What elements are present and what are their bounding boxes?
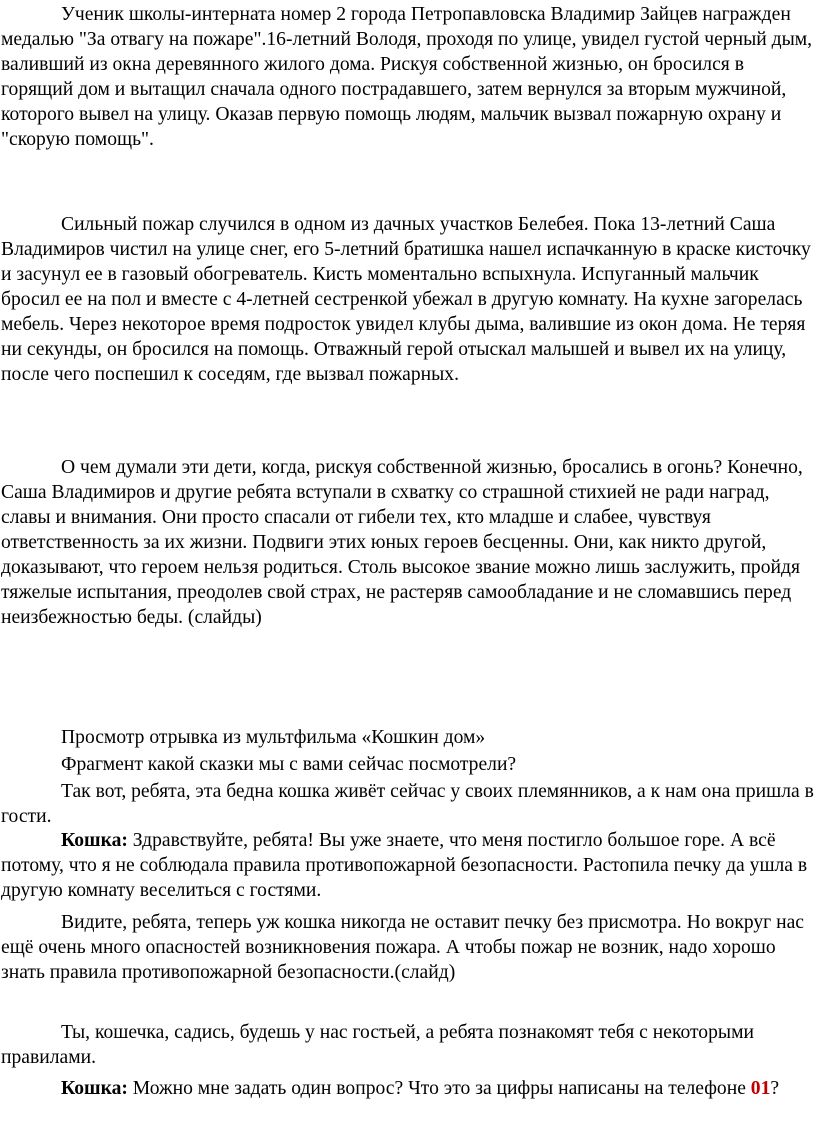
cat-speech-text: Здравствуйте, ребята! Вы уже знаете, что меня постигло большое горе. А всё потому, что я не соблюдала правила противопожарной безопасности. Растопила печку да ушла в другую комнату веселиться с гостями. [1, 830, 808, 901]
question-mark: ? [770, 1078, 780, 1099]
speaker-label: Кошка: [61, 830, 128, 851]
paragraph-cat-question [1, 1076, 815, 1101]
paragraph-reflection: О чем думали эти дети, когда, рискуя собственной жизнью, бросались в огонь? Конечно, Саша Владимиров и другие ребята вступали в схватку со страшной стихией не ради наград, славы и внимания. Они просто спасали от гибели тех, кто младше и слабее, чувствуя ответственность за их жизни. Подвиги этих юных героев бесценны. Они, как никто другой, доказывают, что героем нельзя родиться. Столь высокое звание можно лишь заслужить, пройдя тяжелые испытания, преодолев свой страх, не растеряв самообладание и не сломавшись перед неизбежностью беды. (слайды) [1, 457, 803, 628]
paragraph-vladimirov-story: Сильный пожар случился в одном из дачных участков Белебея. Пока 13-летний Саша Владимиров чистил на улице снег, его 5-летний братишка нашел испачканную в краске кисточку и засунул ее в газовый обогреватель. Кисть моментально вспыхнула. Испуганный мальчик бросил ее на пол и вместе с 4-летней сестренкой убежал в другую комнату. На кухне загорелась мебель. Через некоторое время подросток увидел клубы дыма, валившие из окон дома. Не теряя ни секунды, он бросился на помощь. Отважный герой отыскал малышей и вывел их на улицу, после чего поспешил к соседям, где вызвал пожарных. [1, 214, 811, 385]
paragraph-cat-intro: Так вот, ребята, эта бедна кошка живёт сейчас у своих племянников, а к нам она пришла в гости. [1, 781, 814, 827]
paragraph-fire-safety-rules: Видите, ребята, теперь уж кошка никогда не оставит печку без присмотра. Но вокруг нас ещё очень много опасностей возникновения пожара. А чтобы пожар не возник, надо хорошо знать правила противопожарной безопасности.(слайд) [1, 912, 804, 983]
paragraph-fairy-tale-question: Фрагмент какой сказки мы с вами сейчас посмотрели? [61, 754, 517, 775]
paragraph-cat-speech [1, 828, 815, 903]
cat-question-text: Можно мне задать один вопрос? Что это за цифры написаны на телефоне [132, 1078, 751, 1099]
phone-number: 01 [750, 1078, 771, 1099]
paragraph-zaitsev-story: Ученик школы-интерната номер 2 города Петропавловска Владимир Зайцев награжден медалью "За отвагу на пожаре".16-летний Володя, проходя по улице, увидел густой черный дым, валивший из окна деревянного жилого дома. Рискуя собственной жизнью, он бросился в горящий дом и вытащил сначала одного пострадавшего, затем вернулся за вторым мужчиной, которого вывел на улицу. Оказав первую помощь людям, мальчик вызвал пожарную охрану и "скорую помощь". [1, 4, 813, 150]
speaker-label-2: Кошка: [61, 1078, 128, 1099]
paragraph-cartoon-viewing: Просмотр отрывка из мультфильма «Кошкин дом» [61, 727, 486, 748]
paragraph-guest-invitation: Ты, кошечка, садись, будешь у нас гостьей, а ребята познакомят тебя с некоторыми правилами. [1, 1022, 754, 1068]
